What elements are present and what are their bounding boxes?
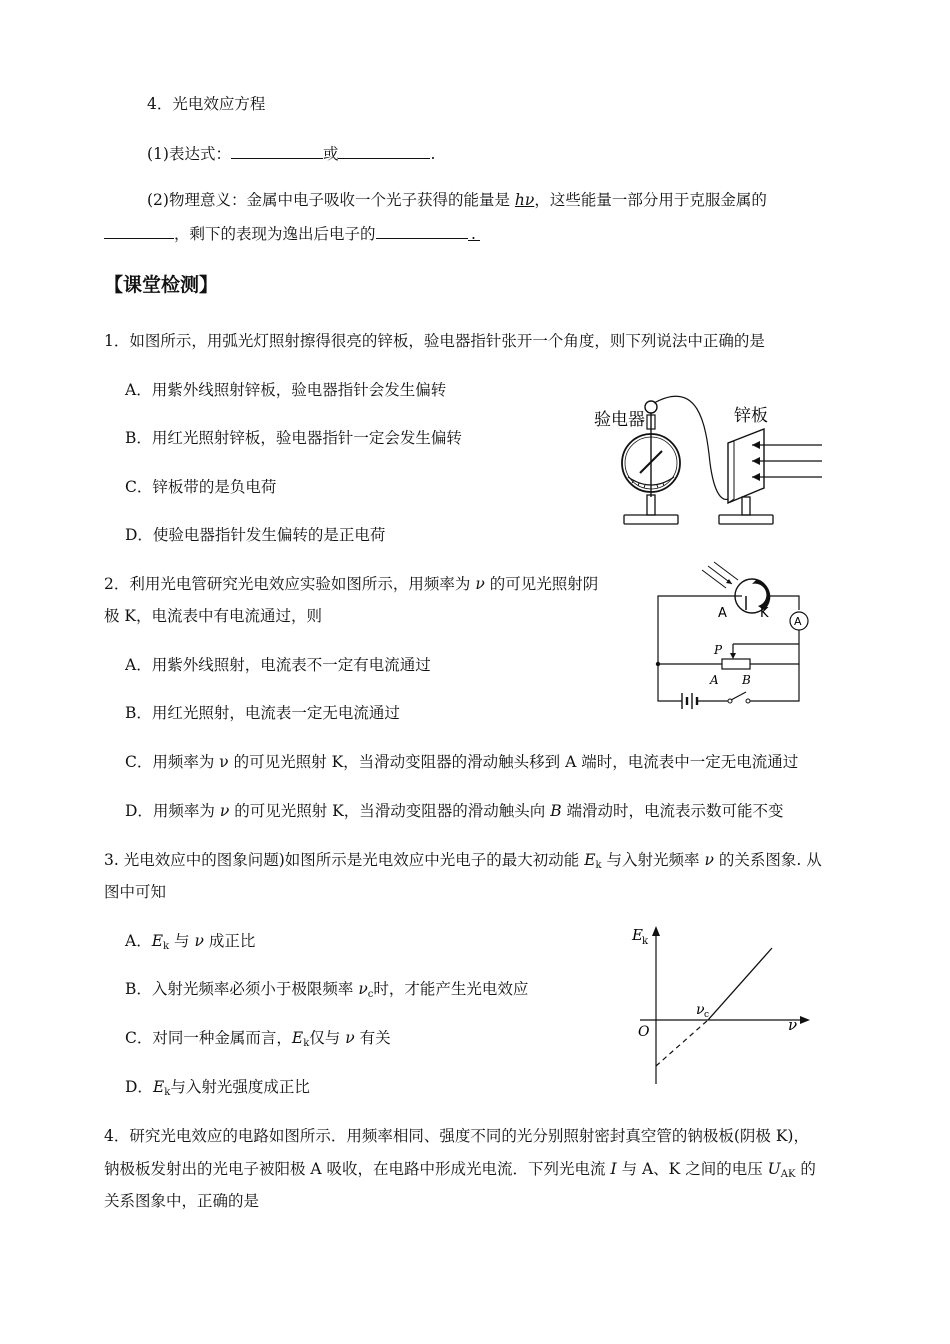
q3-b-c: c xyxy=(367,989,374,1000)
q3-stem-E: E xyxy=(584,851,596,869)
q3-a-text-2: 成正比 xyxy=(208,932,256,950)
slider-arrow xyxy=(730,653,736,659)
q4-line-3: 关系图象中，正确的是 xyxy=(104,1192,260,1210)
q1-option-b[interactable]: B．用红光照射锌板，验电器指针一定会发生偏转 xyxy=(125,429,462,447)
classroom-title: 【课堂检测】 xyxy=(104,274,219,296)
q4-line-1: 4．研究光电效应的电路如图所示．用频率相同、强度不同的光分别照射密封真空管的钠极板(阴极 K)， xyxy=(104,1127,809,1145)
wire-right-down xyxy=(750,630,799,664)
q3-b-text: B．入射光频率必须小于极限频率 xyxy=(125,980,354,998)
rheostat xyxy=(722,659,750,669)
q3-d-text: 与入射光强度成正比 xyxy=(170,1078,310,1096)
q2-option-b[interactable]: B．用红光照射，电流表一定无电流通过 xyxy=(125,704,400,722)
y-axis-arrow xyxy=(652,926,660,936)
zinc-plate-label: 锌板 xyxy=(734,406,768,426)
q3-b-text-2: 时，才能产生光电效应 xyxy=(373,980,529,998)
wire-right-top xyxy=(768,596,799,610)
expression-end: . xyxy=(430,145,436,163)
q4-I: I xyxy=(610,1160,617,1178)
plate-base xyxy=(719,515,773,524)
expression-line xyxy=(147,142,435,164)
plate-stand xyxy=(742,497,750,515)
section-heading: 4．光电效应方程 xyxy=(147,95,266,113)
q3-b-nu: ν xyxy=(358,980,368,998)
q3-c-E: E xyxy=(291,1029,304,1047)
light-ray-2 xyxy=(714,562,738,580)
wire-bottom-left xyxy=(658,664,682,701)
q3-stem-nu: ν xyxy=(704,851,714,869)
q3-d-prefix: D． xyxy=(125,1078,153,1096)
q2-stem-1a: 2．利用光电管研究光电效应实验如图所示，用频率为 xyxy=(104,575,471,593)
q3-d-E: E xyxy=(152,1078,165,1096)
blank-1[interactable] xyxy=(231,142,323,159)
vc-label: ν xyxy=(696,1002,705,1018)
q3-a-prefix: A． xyxy=(125,932,152,950)
meaning-line-1 xyxy=(147,190,767,210)
meaning-line-2 xyxy=(104,222,480,244)
q4-AK: AK xyxy=(780,1169,796,1180)
q3-c-k: k xyxy=(303,1038,310,1049)
q3-d-k: k xyxy=(164,1087,171,1098)
q3-stem-1b: 与入射光频率 xyxy=(606,851,700,869)
ek-nu-graph xyxy=(626,918,816,1088)
q4-line-2c: 的 xyxy=(800,1160,816,1178)
label-K: K xyxy=(760,606,769,621)
q4-line-2b: 与 A、K 之间的电压 xyxy=(621,1160,763,1178)
q3-stem-k: k xyxy=(595,860,602,871)
q2-d-B: B xyxy=(550,802,562,820)
blank-2[interactable] xyxy=(338,142,430,159)
q4-line-2a: 钠极板发射出的光电子被阳极 A 吸收，在电路中形成光电流．下列光电流 xyxy=(104,1160,606,1178)
q4-line-2 xyxy=(104,1159,816,1185)
q3-a-text: 与 xyxy=(174,932,190,950)
x-label-nu: ν xyxy=(788,1016,798,1034)
q2-d-c: 端滑动时，电流表示数可能不变 xyxy=(566,802,784,820)
label-A: A xyxy=(718,606,727,621)
q2-d-b: 的可见光照射 K，当滑动变阻器的滑动触头向 xyxy=(234,802,546,820)
q2-d-a: D．用频率为 xyxy=(125,802,215,820)
origin-label: O xyxy=(638,1024,650,1040)
q3-c-text: C．对同一种金属而言， xyxy=(125,1029,292,1047)
ammeter-label: A xyxy=(794,615,802,628)
q3-a-nu: ν xyxy=(194,932,204,950)
q1-option-c[interactable]: C．锌板带的是负电荷 xyxy=(125,478,277,496)
wire-bottom-right xyxy=(750,664,799,701)
q1-option-a[interactable]: A．用紫外线照射锌板，验电器指针会发生偏转 xyxy=(125,381,447,399)
q2-d-nu: ν xyxy=(219,802,230,820)
x-axis-arrow xyxy=(800,1016,810,1024)
label-rheostat-A: A xyxy=(710,673,719,687)
meaning-text-a: (2)物理意义：金属中电子吸收一个光子获得的能量是 xyxy=(147,191,510,209)
blank-4[interactable] xyxy=(376,222,468,239)
q1-option-d[interactable]: D．使验电器指针发生偏转的是正电荷 xyxy=(125,526,386,544)
switch-lever xyxy=(731,692,746,700)
q3-a-k: k xyxy=(163,941,170,952)
zinc-plate xyxy=(728,429,764,503)
q3-a-E: E xyxy=(151,932,164,950)
y-label-k: k xyxy=(642,936,649,947)
electroscope-figure xyxy=(588,393,828,535)
q2-stem-2: 极 K，电流表中有电流通过，则 xyxy=(104,607,323,625)
label-P: P xyxy=(714,643,723,657)
q1-stem: 1．如图所示，用弧光灯照射擦得很亮的锌板，验电器指针张开一个角度，则下列说法中正确的是 xyxy=(104,332,765,350)
meaning-text-c: ，剩下的表现为逸出后电子的 xyxy=(174,225,376,243)
phototube-circuit xyxy=(652,560,827,720)
q3-c-nu: ν xyxy=(345,1029,355,1047)
vc-sub: c xyxy=(704,1010,710,1020)
switch-contact xyxy=(746,699,750,703)
q3-option-b[interactable] xyxy=(125,979,528,1005)
q2-stem-nu: ν xyxy=(475,575,485,593)
electroscope-base xyxy=(624,515,678,524)
connecting-wire xyxy=(654,396,732,499)
q3-option-a[interactable] xyxy=(125,931,255,957)
q2-option-c[interactable]: C．用频率为 ν 的可见光照射 K，当滑动变阻器的滑动触头移到 A 端时，电流表中一定无电流通过 xyxy=(125,753,799,771)
light-ray-3 xyxy=(702,570,726,588)
or-text: 或 xyxy=(322,145,339,163)
blank-3[interactable] xyxy=(104,222,174,239)
meaning-end: . xyxy=(468,224,480,241)
ek-line xyxy=(708,948,772,1020)
q3-stem-2: 图中可知 xyxy=(104,883,167,901)
q3-stem-1c: 的关系图象. 从 xyxy=(718,851,822,869)
ek-extension xyxy=(656,1020,708,1066)
q3-stem-1 xyxy=(104,850,822,876)
meaning-text-b: ，这些能量一部分用于克服金属的 xyxy=(534,191,767,209)
q2-option-a[interactable]: A．用紫外线照射，电流表不一定有电流通过 xyxy=(125,656,431,674)
q3-c-text-2: 仅与 xyxy=(309,1029,341,1047)
q2-stem-1b: 的可见光照射阴 xyxy=(489,575,599,593)
electroscope-label: 验电器 xyxy=(594,410,645,430)
q2-stem-1 xyxy=(104,574,598,594)
q3-stem-1a: 3. 光电效应中的图象问题)如图所示是光电效应中光电子的最大初动能 xyxy=(104,851,580,869)
y-label-E: E xyxy=(632,926,643,944)
hv-term: hν xyxy=(514,191,535,209)
wire-left-top xyxy=(658,596,742,664)
q3-option-d[interactable] xyxy=(125,1077,310,1103)
q3-option-c[interactable] xyxy=(125,1028,391,1054)
expression-label: (1)表达式： xyxy=(147,145,231,163)
q4-U: U xyxy=(767,1160,781,1178)
label-rheostat-B: B xyxy=(742,673,751,687)
q3-c-text-3: 有关 xyxy=(359,1029,391,1047)
electroscope-stand xyxy=(647,495,655,515)
q2-option-d[interactable] xyxy=(125,801,784,821)
